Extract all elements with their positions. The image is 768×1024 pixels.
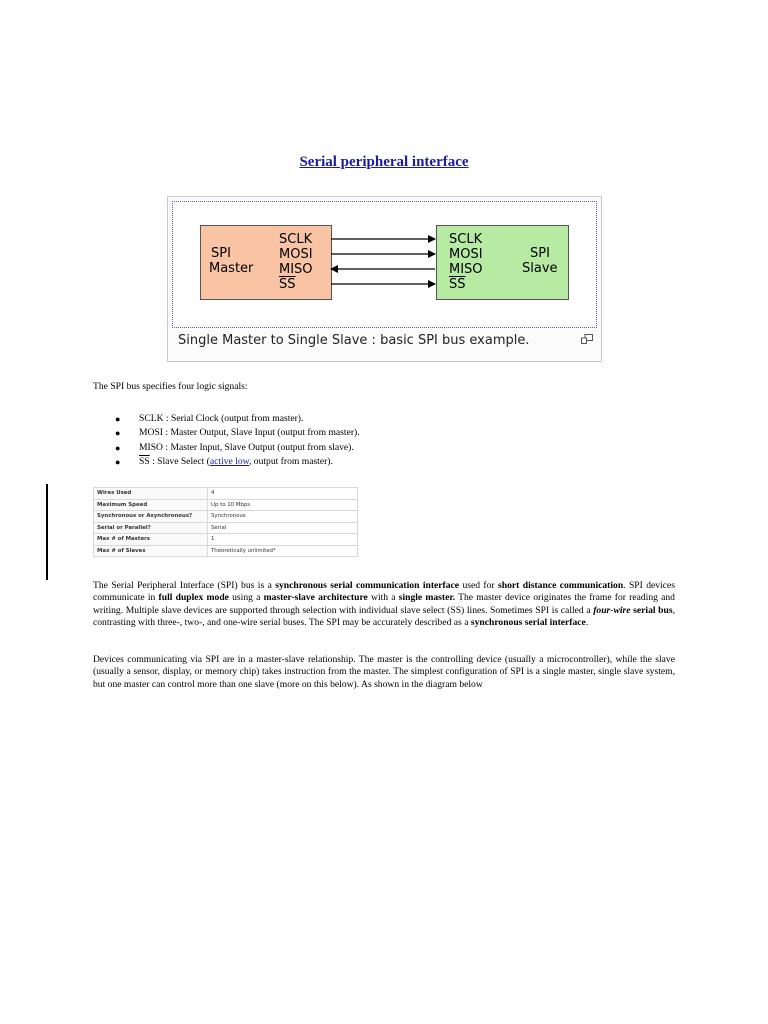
slave-signal-mosi: MOSI [449,247,483,262]
bold-run: short distance communication [498,580,624,591]
signals-list [93,412,493,469]
table-cell-value: Synchronous [208,511,358,523]
slave-signal-sclk: SCLK [449,232,483,247]
table-cell-key: Maximum Speed [94,499,208,511]
list-item [93,412,493,426]
intro-text: The SPI bus specifies four logic signals: [93,381,248,392]
table-cell-value: Up to 10 Mbps [208,499,358,511]
signal-ss-desc-post: , output from master). [248,455,333,467]
bullet-icon: ● [115,456,121,467]
table-row [94,488,358,500]
bold-run: single master. [398,592,456,604]
figure-caption: Single Master to Single Slave : basic SPI bus example. [178,333,530,348]
table-cell-value: 1 [208,534,358,546]
text-run: . [585,617,589,629]
bold-run: synchronous serial communication interface [275,580,460,591]
table-row [94,511,358,523]
italic-run: four-wire [593,604,631,616]
table-cell-key: Max # of Masters [94,534,208,546]
master-label-line1: SPI [211,246,231,261]
table-row [94,534,358,546]
signal-ss-desc-pre: : Slave Select ( [149,455,210,467]
bullet-icon: ● [115,414,121,424]
spi-diagram-figure [167,196,602,362]
table-cell-key: Wires Used [94,488,208,500]
master-signal-miso: MISO [279,262,313,277]
bullet-icon: ● [115,442,121,453]
text-run: , contrasting with three-, two-, and one-wire serial buses. The SPI may be accurately described as a [93,604,675,629]
table-cell-key: Serial or Parallel? [94,522,208,534]
slave-signal-miso: MISO [449,262,483,277]
bold-run: master-slave architecture [263,592,368,604]
list-item [93,426,493,440]
text-run: . SPI devices communicate in [93,580,675,604]
table-row [94,499,358,511]
margin-change-bar [46,484,48,580]
signal-miso-desc: MISO : Master Input, Slave Output (output from slave). [139,441,354,453]
bold-run: serial bus [630,604,673,616]
table-cell-value: 4 [208,488,358,500]
slave-label-line1: SPI [530,246,550,261]
master-signal-sclk: SCLK [279,232,313,247]
text-run: using a [228,592,264,604]
table-row [94,522,358,534]
text-run: The master device originates the frame for reading and writing. Multiple slave devices are supported through selection with individual slave select (SS) lines. Sometimes SPI is called a [93,592,675,616]
table-cell-value: Theoretically unlimited* [208,545,358,557]
diagram-area [172,201,597,328]
signal-ss-name: $\overline{SS}$ [139,455,150,467]
master-slave-paragraph: Devices communicating via SPI are in a master-slave relationship. The master is the controlling device (usually a microcontroller), while the slave (usually a sensor, display, or memory chip) takes instruction from the master. The simplest configuration of SPI is a single master, single slave system, but one master can control more than one slave (more on this below). As shown in the diagram below [93,654,675,690]
text-run: with a [367,592,399,604]
signal-wires [173,202,596,327]
table-cell-value: Serial [208,522,358,534]
slave-label-line2: Slave [522,261,558,276]
list-item [93,455,493,469]
signal-sclk-desc: SCLK : Serial Clock (output from master). [139,413,304,424]
master-label-line2: Master [209,261,254,276]
bold-italic-run [593,605,630,616]
bold-run: synchronous serial interface [470,617,586,629]
text-run: used for [459,580,499,591]
bold-run: full duplex mode [158,592,229,604]
slave-signal-ss: $\overline{SS}$ [449,277,466,292]
table-cell-key: Max # of Slaves [94,545,208,557]
text-run: The Serial Peripheral Interface (SPI) bus is a [93,580,276,591]
bullet-icon: ● [115,428,121,439]
signal-mosi-desc: MOSI : Master Output, Slave Input (output from master). [139,427,360,439]
table-row [94,545,358,557]
spi-specs-table [93,487,358,557]
spi-description-paragraph [93,580,675,630]
active-low-link[interactable]: active low [209,455,249,467]
master-signal-mosi: MOSI [279,247,313,262]
master-signal-ss: $\overline{SS}$ [279,277,296,292]
list-item [93,441,493,455]
table-cell-key: Synchronous or Asynchronous? [94,511,208,523]
enlarge-icon[interactable] [581,334,593,344]
page-title[interactable]: Serial peripheral interface [299,154,469,170]
